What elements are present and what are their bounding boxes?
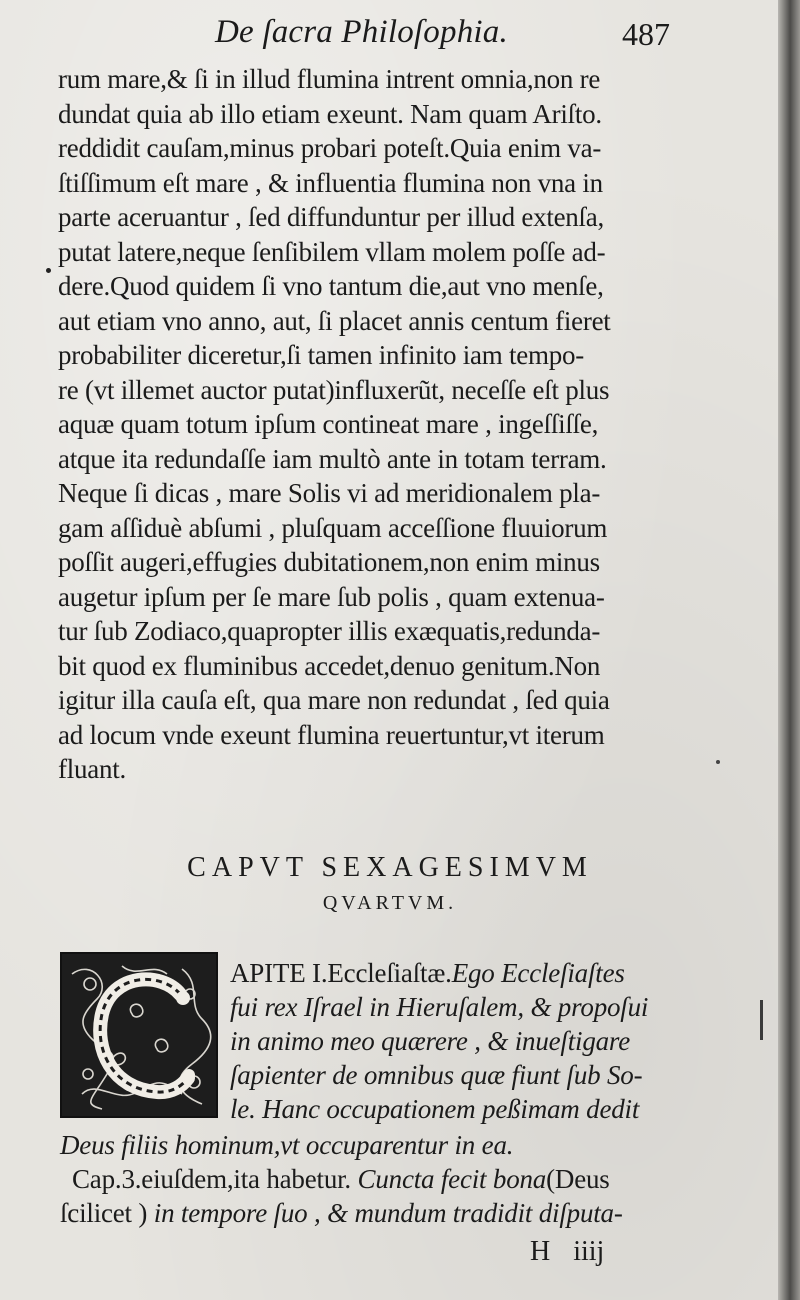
margin-dot <box>716 760 720 764</box>
decorated-initial-icon <box>60 952 218 1118</box>
text-line: parte aceruantur , ſed diffunduntur per illud extenſa, <box>58 202 605 232</box>
page-edge <box>778 0 800 1300</box>
text-line: le. Hanc occupationem peßimam dedit <box>230 1094 640 1124</box>
text-roman: (Deus <box>546 1164 610 1194</box>
text-line: in animo meo quærere , & inueſtigare <box>230 1026 631 1056</box>
continuation-text <box>60 1128 700 1230</box>
text-line: tur ſub Zodiaco,quapropter illis exæquatis,redunda- <box>58 616 601 646</box>
text-line: dere.Quod quidem ſi vno tantum die,aut vno menſe, <box>58 271 604 301</box>
text-line <box>60 1162 700 1196</box>
margin-mark <box>760 1000 763 1040</box>
text-line <box>230 956 700 990</box>
text-roman: APITE I.Eccleſiaſtæ. <box>230 958 452 988</box>
text-line: fui rex Iſrael in Hieruſalem, & propoſui <box>230 992 649 1022</box>
body-text <box>58 62 698 787</box>
chapter-subtitle: QVARTVM. <box>322 892 458 914</box>
text-line: putat latere,neque ſenſibilem vllam molem poſſe ad- <box>58 236 606 267</box>
text-italic: Cuncta fecit bona <box>357 1164 547 1194</box>
text-line: gam aſſiduè abſumi , pluſquam acceſſione fluuiorum <box>58 512 608 543</box>
text-line: atque ita redundaſſe iam multò ante in totam terram. <box>58 443 607 474</box>
signature-mark: H iiij <box>530 1236 605 1267</box>
text-line: probabiliter diceretur,ſi tamen infinito iam tempo- <box>58 340 584 370</box>
text-roman: ſcilicet ) <box>60 1198 154 1228</box>
text-roman: Cap.3.eiuſdem,ita habetur. <box>72 1164 358 1194</box>
text-line: ſapienter de omnibus quæ fiunt ſub So- <box>230 1060 643 1090</box>
text-line: aut etiam vno anno, aut, ſi placet annis centum fieret <box>58 305 611 336</box>
running-title: De ſacra Philoſophia. <box>215 14 508 50</box>
text-line: ad locum vnde exeunt flumina reuertuntur,vt iterum <box>58 719 605 750</box>
page-header <box>0 14 780 58</box>
text-line <box>60 1196 700 1230</box>
text-line: aquæ quam totum ipſum contineat mare , ingeſſiſſe, <box>58 409 599 439</box>
opening-paragraph <box>230 956 700 1126</box>
text-line: ſtiſſimum eſt mare , & influentia flumina non vna in <box>58 167 603 198</box>
page-number: 487 <box>622 16 670 52</box>
text-line: Deus filiis hominum,vt occuparentur in ea. <box>60 1130 514 1160</box>
text-line: re (vt illemet auctor putat)influxerũt, neceſſe eſt plus <box>58 374 610 405</box>
text-line: dundat quia ab illo etiam exeunt. Nam quam Ariſto. <box>58 98 602 129</box>
text-line: igitur illa cauſa eſt, qua mare non redundat , ſed quia <box>58 685 610 715</box>
margin-dot <box>46 268 51 273</box>
text-line: rum mare,& ſi in illud flumina intrent omnia,non re <box>58 64 601 94</box>
text-line: poſſit augeri,effugies dubitationem,non enim minus <box>58 547 600 577</box>
text-line: bit quod ex fluminibus accedet,denuo genitum.Non <box>58 650 601 681</box>
chapter-title: CAPVT SEXAGESIMVM <box>187 852 593 883</box>
text-line: fluant. <box>58 754 126 784</box>
text-line: reddidit cauſam,minus probari poteſt.Quia enim va- <box>58 133 602 163</box>
text-line: Neque ſi dicas , mare Solis vi ad meridionalem pla- <box>58 478 601 508</box>
text-italic: in tempore ſuo , & mundum tradidit diſputa- <box>153 1198 623 1228</box>
text-line: augetur ipſum per ſe mare ſub polis , quam extenua- <box>58 581 605 612</box>
text-italic: Ego Eccleſiaſtes <box>451 958 625 988</box>
